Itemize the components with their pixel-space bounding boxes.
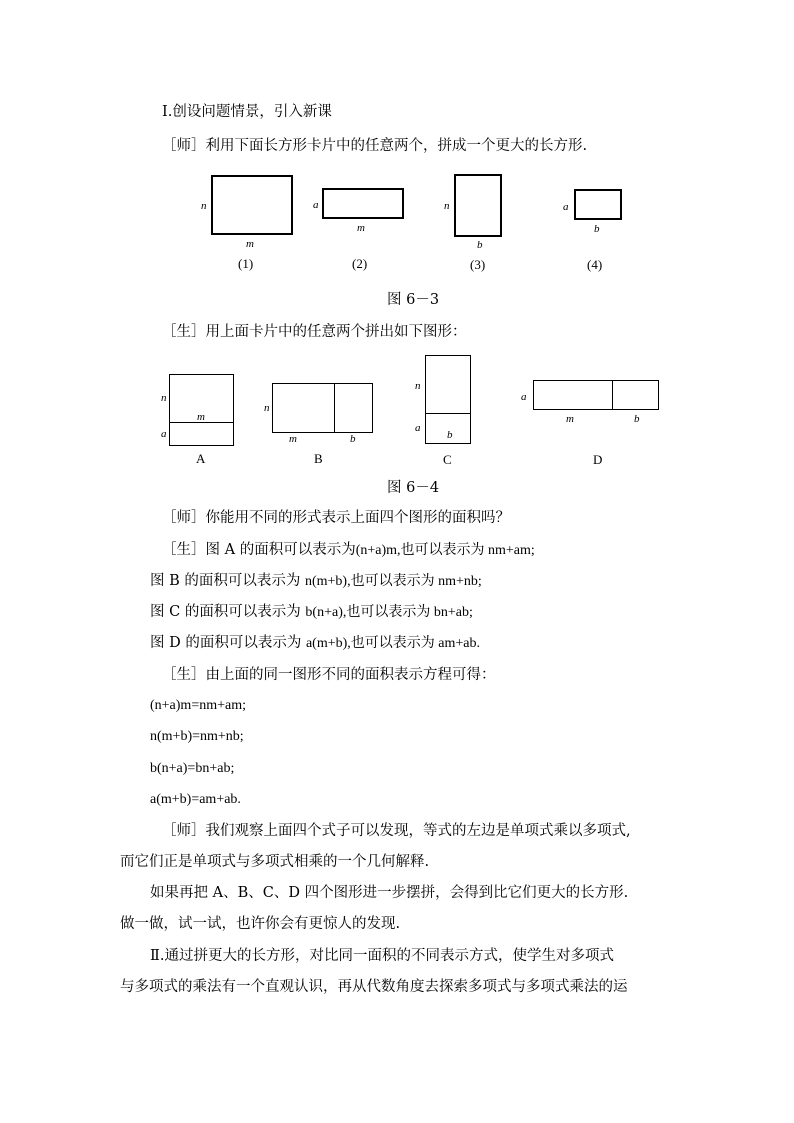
shape-d-a-label: a — [521, 391, 527, 403]
shape-c-b-label: b — [447, 429, 453, 441]
section-2-line-1: Ⅱ.通过拼更大的长方形，对比同一面积的不同表示方式，使学生对多项式 — [150, 948, 614, 964]
card-1-bottom-label: m — [246, 238, 254, 250]
card-1-side-label: n — [201, 200, 207, 212]
teacher-observation-line-2: 而它们正是单项式与多项式相乘的一个几何解释. — [120, 854, 430, 870]
shape-c-caption: C — [443, 452, 452, 467]
card-4-caption: (4) — [587, 257, 603, 272]
shape-c-n-label: n — [415, 380, 421, 392]
card-4-rect — [574, 189, 622, 220]
shape-d-rect — [533, 380, 659, 410]
shape-a-caption: A — [196, 451, 206, 466]
student-line-2: ［生］由上面的同一图形不同的面积表示方程可得： — [162, 667, 496, 683]
shape-a-a-label: a — [161, 428, 167, 440]
shape-b-divider — [334, 383, 335, 433]
section-2-line-2: 与多项式的乘法有一个直观认识，再从代数角度去探索多项式与多项式乘法的运 — [120, 979, 628, 995]
shape-a-rect — [169, 374, 234, 446]
paragraph-line-1: 如果再把 A、B、C、D 四个图形进一步摆拼，会得到比它们更大的长方形. — [150, 885, 629, 901]
card-3-side-label: n — [444, 200, 450, 212]
equation-4: a(m+b)=am+ab. — [150, 792, 241, 807]
shape-d-b-label: b — [634, 413, 640, 425]
shape-b-b-label: b — [350, 433, 356, 445]
answer-c-formula: b(n+a),也可以表示为 bn+ab; — [305, 605, 473, 620]
answer-d-formula: a(m+b),也可以表示为 am+ab. — [305, 636, 480, 651]
card-2-caption: (2) — [352, 256, 368, 271]
card-2-rect — [322, 188, 404, 219]
shape-d-caption: D — [593, 452, 603, 467]
card-2-side-label: a — [313, 199, 319, 211]
figure-6-3-caption: 图 6－3 — [387, 292, 440, 308]
shape-b-rect — [272, 383, 373, 433]
answer-d-text: 图 D 的面积可以表示为 — [150, 635, 302, 651]
teacher-prompt: ［师］利用下面长方形卡片中的任意两个，拼成一个更大的长方形. — [162, 138, 588, 154]
answer-a-formula: (n+a)m,也可以表示为 nm+am; — [355, 543, 535, 558]
student-line-1: ［生］用上面卡片中的任意两个拼出如下图形： — [162, 324, 467, 340]
shape-a-n-label: n — [161, 392, 167, 404]
equation-2: n(m+b)=nm+nb; — [150, 729, 244, 744]
card-3-rect — [454, 174, 502, 237]
answer-a-text: ［生］图 A 的面积可以表示为 — [162, 542, 356, 558]
answer-d — [150, 633, 480, 654]
answer-b-formula: n(m+b),也可以表示为 nm+nb; — [304, 574, 482, 589]
answer-a — [162, 540, 535, 561]
answer-b — [150, 571, 482, 592]
card-1-rect — [211, 175, 293, 235]
card-2-bottom-label: m — [357, 222, 365, 234]
teacher-observation-line-1: ［师］我们观察上面四个式子可以发现，等式的左边是单项式乘以多项式, — [162, 823, 631, 839]
shape-b-m-label: m — [289, 433, 297, 445]
teacher-question: ［师］你能用不同的形式表示上面四个图形的面积吗？ — [162, 510, 510, 526]
answer-b-text: 图 B 的面积可以表示为 — [150, 573, 301, 589]
equation-1: (n+a)m=nm+am; — [150, 698, 246, 713]
shape-d-divider — [612, 380, 613, 410]
equation-3: b(n+a)=bn+ab; — [150, 761, 235, 776]
shape-b-caption: B — [314, 451, 323, 466]
shape-c-a-label: a — [415, 422, 421, 434]
section-title: Ⅰ.创设问题情景，引入新课 — [162, 104, 332, 120]
card-3-caption: (3) — [470, 257, 486, 272]
card-1-caption: (1) — [238, 256, 254, 271]
card-3-bottom-label: b — [477, 239, 483, 251]
answer-c-text: 图 C 的面积可以表示为 — [150, 604, 301, 620]
answer-c — [150, 602, 473, 623]
shape-b-n-label: n — [264, 402, 270, 414]
figure-6-4-caption: 图 6－4 — [387, 480, 440, 496]
paragraph-line-2: 做一做，试一试，也许你会有更惊人的发现. — [120, 916, 401, 932]
shape-a-m-label: m — [197, 411, 205, 423]
shape-c-divider — [425, 413, 471, 414]
card-4-side-label: a — [563, 201, 569, 213]
shape-d-m-label: m — [566, 413, 574, 425]
card-4-bottom-label: b — [594, 223, 600, 235]
